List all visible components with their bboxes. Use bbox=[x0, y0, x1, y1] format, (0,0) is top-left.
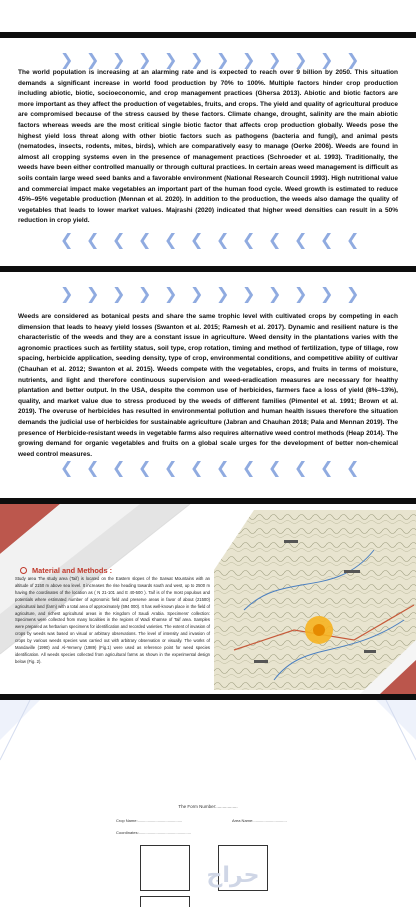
chevron-right-icon: ❯ bbox=[164, 50, 178, 69]
plot-box bbox=[140, 896, 190, 907]
chevron-left-icon: ❮ bbox=[138, 230, 152, 249]
chevron-left-icon: ❮ bbox=[112, 230, 126, 249]
chevron-left-icon: ❮ bbox=[294, 230, 308, 249]
chevron-left-icon: ❮ bbox=[268, 230, 282, 249]
chevron-left-icon: ❮ bbox=[346, 230, 360, 249]
chevron-right-icon: ❯ bbox=[112, 50, 126, 69]
chevron-left-icon: ❮ bbox=[346, 458, 360, 477]
chevron-right-icon: ❯ bbox=[138, 284, 152, 303]
chevron-right-icon: ❯ bbox=[294, 284, 308, 303]
chevron-left-icon: ❮ bbox=[268, 458, 282, 477]
chevron-left-icon: ❮ bbox=[86, 230, 100, 249]
chevron-right-icon: ❯ bbox=[320, 284, 334, 303]
chevron-right-icon: ❯ bbox=[60, 284, 74, 303]
chevron-right-icon: ❯ bbox=[242, 50, 256, 69]
coordinates-field: Coordinates:............................................... bbox=[116, 830, 191, 835]
watermark-logo bbox=[178, 860, 288, 888]
chevron-left-icon: ❮ bbox=[216, 458, 230, 477]
chevron-row-left bbox=[0, 458, 416, 477]
chevron-left-icon: ❮ bbox=[190, 230, 204, 249]
chevron-left-icon: ❮ bbox=[60, 230, 74, 249]
weeds-paragraph: Weeds are considered as botanical pests and share the same trophic level with cultivated crops by competing in each dimension that leads to heavy yield losses (Swanton et al. 2015; Ramesh et al. 2017). Dynamic and resilient nature is the characteristic of the weeds and they are a constant issue in agriculture. Weed density in the plantations varies with the agronomic practices such as fertility status, soil type, crop rotation, timing and method of fertilization, type of tillage, row spacing, herbicide application, seeding density, type of crop, environmental conditions, and competitive ability of cultivar (Chauhan et al. 2012; Swanton et al. 2015). Weeds compete with the vegetables, crops, and fruits in terms of moisture, nutrients, and light and therefore continuous supervision and weed-eradication measures are necessary for healthy plantation and better output. In the USA, despite the common use of herbicides, farmers face a loss of yield (8%–13%), quality, and market value due to stress produced by the weeds of different families (Pimentel et al. 1991; Brown et al. 2019). The overuse of herbicides has resulted in environmental pollution and human health issues therefore the situation demands the judicial use of herbicides for sustainable agriculture (Jabran and Chauhan 2018; Pala and Mennan 2019). The presence of Herbicide-resistant weeds in vegetable farms also requires alternative weed control methods (Heap 2014). The growing demand for organic vegetables and fruits on a global scale urges for the development of better non-chemical weed control measures. bbox=[18, 313, 398, 458]
chevron-right-icon: ❯ bbox=[294, 50, 308, 69]
chevron-right-icon: ❯ bbox=[190, 284, 204, 303]
section-title-text: Material and Methods : bbox=[32, 566, 113, 575]
chevron-left-icon: ❮ bbox=[164, 230, 178, 249]
chevron-right-icon: ❯ bbox=[242, 284, 256, 303]
chevron-right-icon: ❯ bbox=[320, 50, 334, 69]
chevron-right-icon: ❯ bbox=[268, 284, 282, 303]
chevron-right-icon: ❯ bbox=[164, 284, 178, 303]
chevron-left-icon: ❮ bbox=[216, 230, 230, 249]
chevron-right-icon: ❯ bbox=[216, 284, 230, 303]
chevron-left-icon: ❮ bbox=[320, 230, 334, 249]
chevron-right-icon: ❯ bbox=[86, 284, 100, 303]
chevron-row-right bbox=[0, 50, 416, 69]
chevron-row-right bbox=[0, 284, 416, 303]
chevron-right-icon: ❯ bbox=[112, 284, 126, 303]
chevron-right-icon: ❯ bbox=[346, 284, 360, 303]
chevron-row-left bbox=[0, 230, 416, 249]
page-separator bbox=[0, 694, 416, 700]
chevron-left-icon: ❮ bbox=[164, 458, 178, 477]
chevron-right-icon: ❯ bbox=[190, 50, 204, 69]
page-separator bbox=[0, 266, 416, 272]
chevron-left-icon: ❮ bbox=[242, 230, 256, 249]
intro-paragraph: The world population is increasing at an alarming rate and is expected to reach over 9 billion by 2050. This situation demands a significant increase in world food production by 70% to 100%. Multiple factors hinder crop production including abiotic, biotic, socioeconomic, and crop management practices (Ghersa 2013). Abiotic and biotic factors are more important as they affect the production of vegetables, fruits, and crops. The yield and quality of agricultural produce are compromised because of the stress caused by these factors. Climate change, drought, salinity are the main abiotic factors whereas weeds are the most critical single biotic factor that affects crop production globally. Weeds pose the highest yield loss threat along with other biotic factors such as pathogens (bacteria and fungi), and animal pests (nematodes, insects, rodents, mites, birds), which are comparatively easy to manage (Oerke 2006). Weeds are found in almost all cropping systems even in the presence of management practices (Schroeder et al. 1993). Traditionally, the weeds have been either controlled manually or through cultural practices. In certain areas weed management is difficult as soils contain large weed seed banks and a favorable environment (National Research Council 1993). High nutritional value and commercial impact make vegetables an important part of the human food cycle. Weed growth is estimated to reduce 45%–95% vegetable production (Mennan et al. 2020). In addition to the production, the weeds also damage the quality of vegetables that leads to lower market values. Majrashi (2020) indicated that higher weed densities can result in a 50% reduction in crop yield. bbox=[18, 69, 398, 225]
decorative-stripes-right bbox=[376, 700, 416, 820]
svg-text:حراج: حراج bbox=[206, 863, 260, 888]
chevron-left-icon: ❮ bbox=[60, 458, 74, 477]
chevron-left-icon: ❮ bbox=[320, 458, 334, 477]
chevron-left-icon: ❮ bbox=[138, 458, 152, 477]
form-title: The Form Number:................. bbox=[178, 804, 238, 809]
methods-paragraph: Study area The study area (Taif) is located on the Eastern slopes of the Sarwat Mountains with an altitude of 2150 m above sea level. It increases the rise heading towards south and west, up to 2500 m having the coordinates of the location as ( N 21-101 and E 40-500 ). Taif is of the most populous and potentials where estimated number of agronomic field and preserve areas in favor of about (21500) agricultural land (farm) with a total area of approximately (594 000). It has well-known place in the field of agriculture, and richest agricultural areas in the Kingdom of Saudi Arabia. Specimens' collection: Specimens were collected from many localities in the regions of Wadi Khamse of Taif area. Samples were prepared as herbarium specimens for identification and recorded varieties. The extent of invasion of crops by weeds was based on visual or arbitrary observations. The level of intensity and invasion of crops by various weeds species was carried out with arbitrary observation or visually. The works of Mandaville (1990) and Al-Yemeny (1989) (Fig.1) were used as reference point for weed species identification. All weeds species collected from agricultural farms as shown in the experimental design below (Fig. 2). bbox=[15, 576, 210, 664]
bullet-circle-icon bbox=[20, 567, 27, 574]
decorative-stripes-right bbox=[360, 640, 416, 694]
chevron-right-icon: ❯ bbox=[346, 50, 360, 69]
chevron-right-icon: ❯ bbox=[86, 50, 100, 69]
chevron-right-icon: ❯ bbox=[138, 50, 152, 69]
chevron-left-icon: ❮ bbox=[242, 458, 256, 477]
chevron-left-icon: ❮ bbox=[294, 458, 308, 477]
section-title bbox=[20, 566, 112, 575]
crop-name-field: Crop Name:........................................ bbox=[116, 818, 183, 823]
chevron-left-icon: ❮ bbox=[112, 458, 126, 477]
chevron-right-icon: ❯ bbox=[60, 50, 74, 69]
area-name-field: Area Name:.............................. bbox=[232, 818, 287, 823]
chevron-left-icon: ❮ bbox=[190, 458, 204, 477]
decorative-stripes-left bbox=[0, 700, 40, 820]
chevron-right-icon: ❯ bbox=[216, 50, 230, 69]
page-separator bbox=[0, 32, 416, 38]
chevron-left-icon: ❮ bbox=[86, 458, 100, 477]
chevron-right-icon: ❯ bbox=[268, 50, 282, 69]
